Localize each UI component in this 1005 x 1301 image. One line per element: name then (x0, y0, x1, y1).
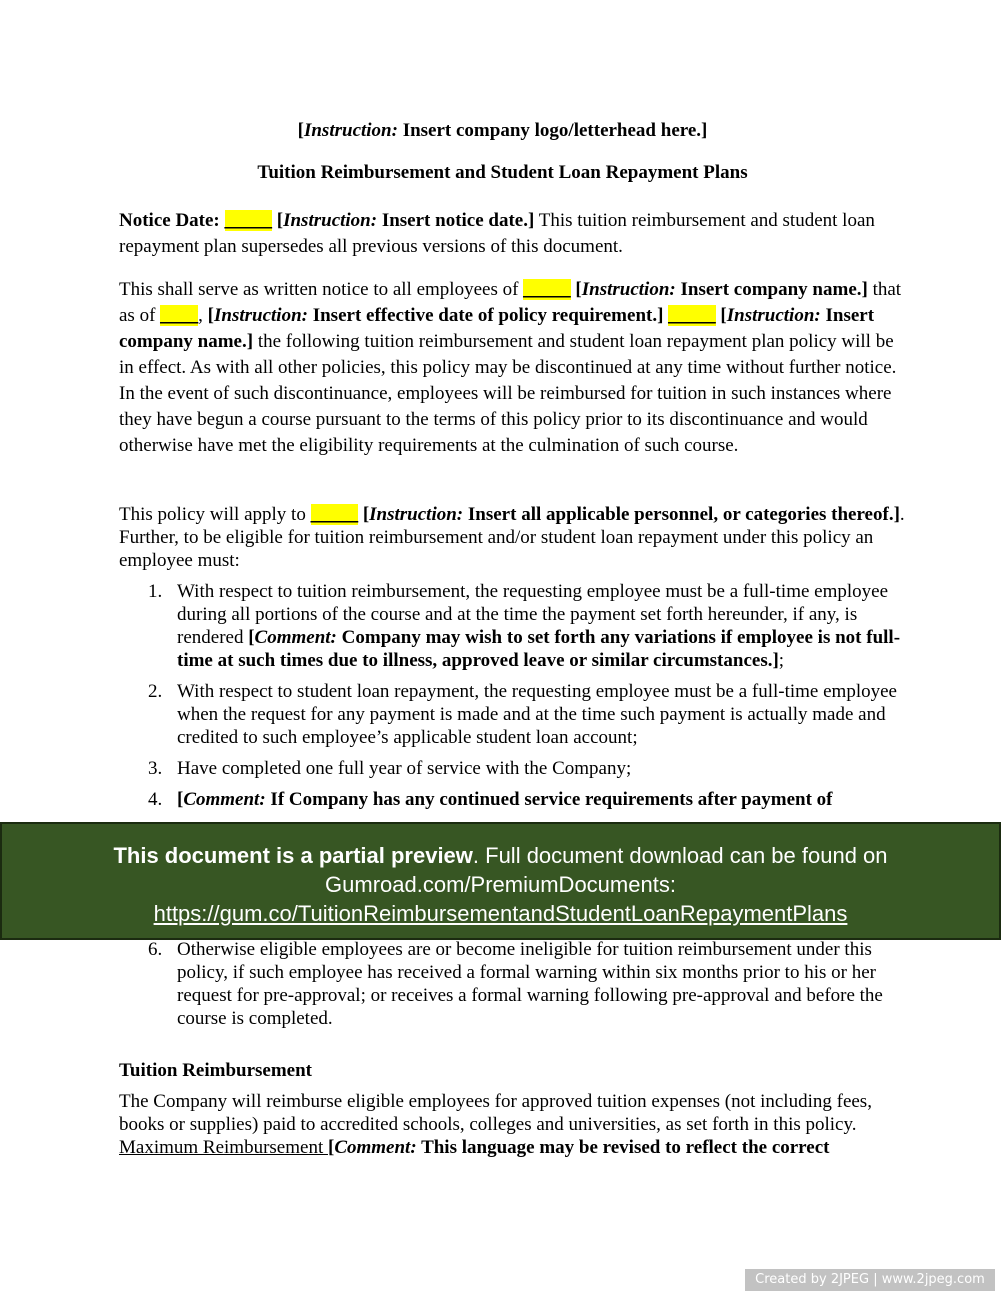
eligibility-list-continued (119, 938, 909, 1030)
reimbursement-paragraph: The Company will reimburse eligible employees for approved tuition expenses (not including fees, books or supplies) paid to accredited schools, colleges and universities, as set forth in this policy. Maximum Reimbursement [Comment: This language may be revised to reflect the correct (119, 1091, 872, 1158)
download-link[interactable]: https://gum.co/TuitionReimbursementandStudentLoanRepaymentPlans (153, 901, 848, 926)
list-item: 4. [Comment: If Company has any continued service requirements after payment of (148, 789, 833, 810)
document-title: Tuition Reimbursement and Student Loan Repayment Plans (257, 162, 748, 183)
preview-banner: This document is a partial preview. Full document download can be found on Gumroad.com/PremiumDocuments: https://gum.co/TuitionReimbursementandStudentLoanRepaymentPlans (0, 822, 1001, 940)
eligibility-list (119, 580, 909, 811)
notice-paragraph: Notice Date: _____ [Instruction: Insert notice date.] This tuition reimbursement and student loan repayment plan supersedes all previous versions of this document. (119, 210, 875, 257)
watermark: Created by 2JPEG | www.2jpeg.com (745, 1269, 995, 1291)
list-item: 6. Otherwise eligible employees are or become ineligible for tuition reimbursement under this policy, if such employee has received a formal warning within six months prior to his or her request for pre-approval; or receives a formal warning following pre-approval and before the course is completed. (148, 939, 883, 1029)
applicability-paragraph: This policy will apply to _____ [Instruction: Insert all applicable personnel, or categories thereof.]. Further, to be eligible for tuition reimbursement and/or student loan repayment under this policy an employee must: (119, 504, 905, 571)
list-item: 3. Have completed one full year of service with the Company; (148, 758, 632, 779)
section-heading: Tuition Reimbursement (119, 1060, 313, 1081)
list-item: 1. With respect to tuition reimbursement, the requesting employee must be a full-time employee during all portions of the course and at the time the payment set forth hereunder, if any, is rendered [Comment: Company may wish to set forth any variations if employee is not full-time at such times due to illness, approved leave or similar circumstances.]; (148, 581, 901, 671)
notice-of-policy-paragraph: This shall serve as written notice to all employees of _____ [Instruction: Insert company name.] that as of ____, [Instruction: Insert effective date of policy requirement.] _____ [Instruction: Insert company name.] the following tuition reimbursement and student loan repayment plan policy will be in effect. As with all other policies, this policy may be discontinued at any time without further notice. In the event of such discontinuance, employees will be reimbursed for tuition in such instances where they have begun a course pursuant to the terms of this policy prior to its discontinuance and would otherwise have met the eligibility requirements at the culmination of such course. (119, 279, 902, 456)
list-item: 2. With respect to student loan repayment, the requesting employee must be a full-time employee when the request for any payment is made and at the time such payment is actually made and credited to such employee’s applicable student loan account; (148, 681, 897, 748)
letterhead-instruction: [Instruction: Insert company logo/letterhead here.] (297, 120, 708, 141)
